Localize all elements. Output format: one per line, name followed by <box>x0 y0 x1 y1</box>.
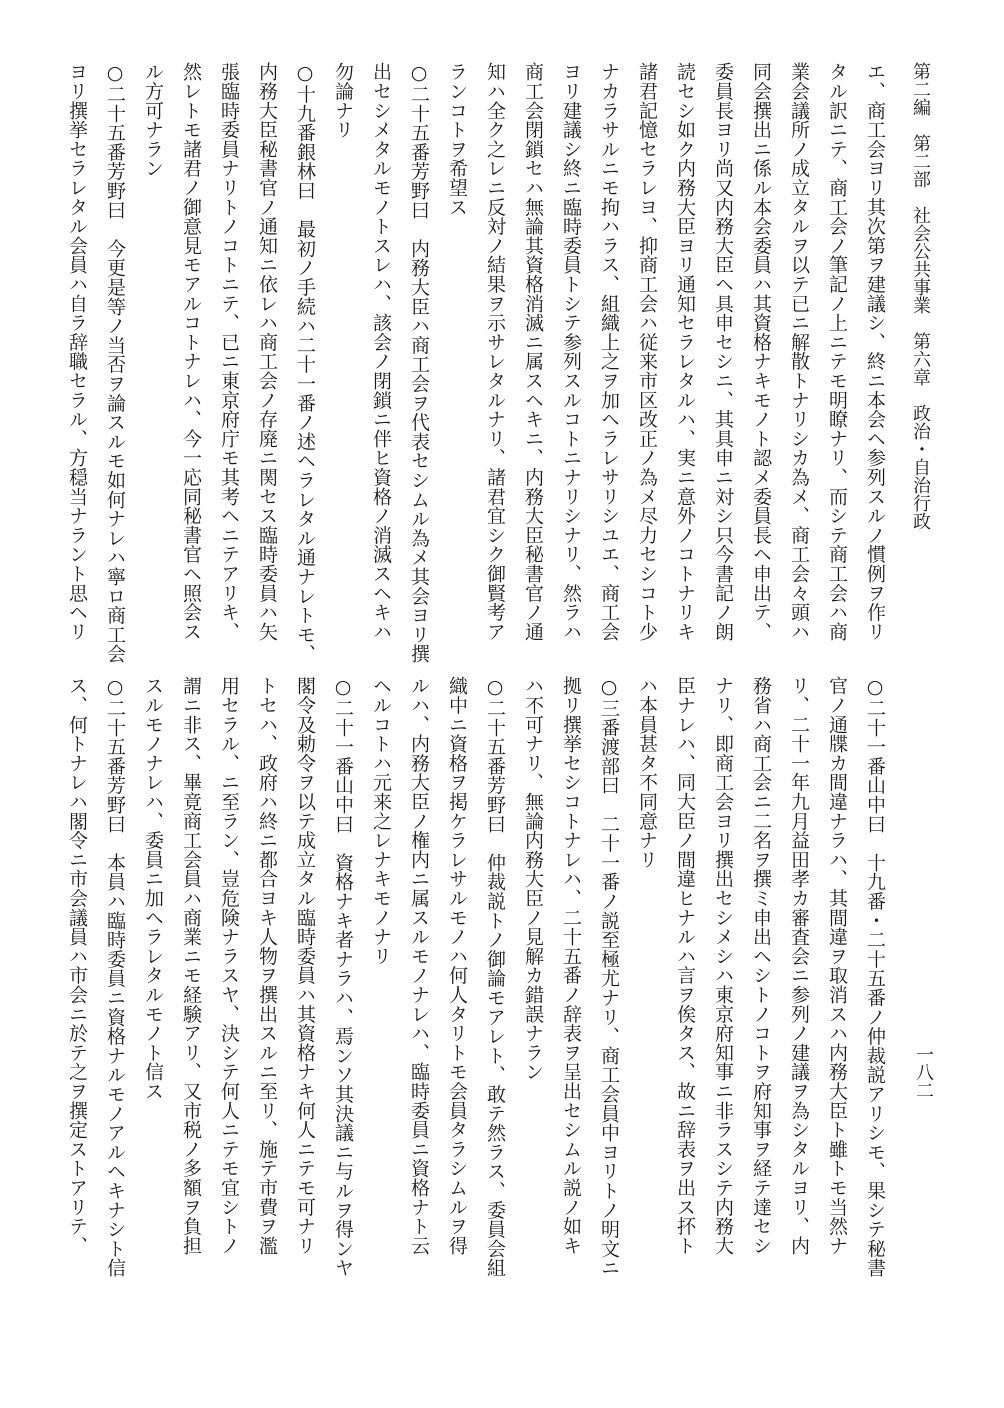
text-column: 同会撰出ニ係ル本会委員ハ其資格ナキモノト認メ委員長ヘ申出テ、 <box>750 62 772 641</box>
text-column: 張臨時委員ナリトノコトニテ、已ニ東京府庁モ其考ヘニテアリキ、 <box>218 62 240 641</box>
text-column: 商工会閉鎖セハ無論其資格消滅ニ属スヘキニ、内務大臣秘書官ノ通 <box>522 62 544 641</box>
text-column: ハ本員甚タ不同意ナリ <box>636 676 658 869</box>
text-column: 出セシメタルモノトスレハ、該会ノ閉鎖ニ伴ヒ資格ノ消滅スヘキハ <box>370 62 392 641</box>
text-column: 務省ハ商工会ニ二名ヲ撰ミ申出ヘシトノコトヲ府知事ヲ経テ達セシ <box>750 676 772 1255</box>
text-column: ○二十一番山中曰 十九番・二十五番ノ仲裁説アリシモ、果シテ秘書 <box>864 676 886 1278</box>
text-column: ○二十一番山中曰 資格ナキ者ナラハ、焉ンソ其決議ニ与ルヲ得ンヤ <box>332 676 354 1278</box>
running-header: 第二編 第二部 社会公共事業 第六章 政治・自治行政 <box>910 62 931 530</box>
text-column: 謂ニ非ス、畢竟商工会員ハ商業ニモ経験アリ、又市税ノ多額ヲ負担 <box>180 676 202 1255</box>
text-column: ヘルコトハ元来之レナキモノナリ <box>370 676 392 966</box>
text-column: 拠リ撰挙セシコトナレハ、二十五番ノ辞表ヲ呈出セシムル説ノ如キ <box>560 676 582 1255</box>
text-column: 官ノ通牒カ間違ナラハ、其間違ヲ取消スハ内務大臣ト雖トモ当然ナ <box>826 676 848 1255</box>
text-column: 閣令及勅令ヲ以テ成立タル臨時委員ハ其資格ナキ何人ニテモ可ナリ <box>294 676 316 1255</box>
page-number: 一八二 <box>913 1045 934 1099</box>
text-column: 内務大臣秘書官ノ通知ニ依レハ商工会ノ存廃ニ関セス臨時委員ハ矢 <box>256 62 278 641</box>
text-column: ○二十五番芳野曰 今更是等ノ当否ヲ論スルモ如何ナレハ寧ロ商工会 <box>104 62 126 664</box>
text-column: ○二十五番芳野曰 仲裁説トノ御論モアレト、敢テ然ラス、委員会組 <box>484 676 506 1278</box>
text-column: ナリ、即商工会ヨリ撰出セシメシハ東京府知事ニ非ラスシテ内務大 <box>712 676 734 1255</box>
text-column: ○二十五番芳野曰 本員ハ臨時委員ニ資格ナルモノアルヘキナシト信 <box>104 676 126 1278</box>
text-column: ランコトヲ希望ス <box>446 62 468 217</box>
text-column: 臣ナレハ、同大臣ノ間違ヒナルハ言ヲ俟タス、故ニ辞表ヲ出ス抔ト <box>674 676 696 1255</box>
text-column: 業会議所ノ成立タルヲ以テ已ニ解散トナリシカ為メ、商工会々頭ハ <box>788 62 810 641</box>
text-column: エ、商工会ヨリ其次第ヲ建議シ、終ニ本会ヘ参列スルノ慣例ヲ作リ <box>864 62 886 641</box>
text-column: ヨリ建議シ終ニ臨時委員トシテ参列スルコトニナリシナリ、然ラハ <box>560 62 582 641</box>
text-column: スルモノナレハ、委員ニ加ヘラレタルモノト信ス <box>142 676 164 1101</box>
text-column: ○十九番銀林曰 最初ノ手続ハ二十一番ノ述ヘラレタル通ナレトモ、 <box>294 62 316 664</box>
text-column: ○三番渡部曰 二十一番ノ説至極尤ナリ、商工会員中ヨリトノ明文ニ <box>598 676 620 1278</box>
text-column: 用セラル、ニ至ラン、豈危険ナラスヤ、決シテ何人ニテモ宜シトノ <box>218 676 240 1255</box>
text-column: トセハ、政府ハ終ニ都合ヨキ人物ヲ撰出スルニ至リ、施テ市費ヲ濫 <box>256 676 278 1255</box>
text-column: ヨリ撰挙セラレタル会員ハ自ラ辞職セラル、方穏当ナラント思ヘリ <box>66 62 88 641</box>
text-column: 然レトモ諸君ノ御意見モアルコトナレハ、今一応同秘書官ヘ照会ス <box>180 62 202 641</box>
text-column: 知ハ全ク之レニ反対ノ結果ヲ示サレタルナリ、諸君宜シク御賢考ア <box>484 62 506 641</box>
text-column: ハ不可ナリ、無論内務大臣ノ見解カ錯誤ナラン <box>522 676 544 1082</box>
text-column: ナカラサルニモ拘ハラス、組織上之ヲ加ヘラレサリシユエ、商工会 <box>598 62 620 641</box>
text-column: ル方可ナラン <box>142 62 164 178</box>
text-column: リ、二十一年九月益田孝カ審査会ニ参列ノ建議ヲ為シタルヨリ、内 <box>788 676 810 1255</box>
text-column: 諸君記憶セラレヨ、抑商工会ハ従来市区改正ノ為メ尽力セシコト少 <box>636 62 658 641</box>
text-column: 勿論ナリ <box>332 62 354 140</box>
text-column: 読セシ如ク内務大臣ヨリ通知セラレタルハ、実ニ意外ノコトナリキ <box>674 62 696 641</box>
text-column: ス、何トナレハ閣令ニ市会議員ハ市会ニ於テ之ヲ撰定ストアリテ、 <box>66 676 88 1255</box>
text-column: 委員長ヨリ尚又内務大臣ヘ具申セシニ、其具申ニ対シ只今書記ノ朗 <box>712 62 734 641</box>
text-column: タル訳ニテ、商工会ノ筆記ノ上ニテモ明瞭ナリ、而シテ商工会ハ商 <box>826 62 848 641</box>
text-column: ルハ、内務大臣ノ権内ニ属スルモノナレハ、臨時委員ニ資格ナト云 <box>408 676 430 1255</box>
text-column: ○二十五番芳野曰 内務大臣ハ商工会ヲ代表セシムル為メ其会ヨリ撰 <box>408 62 430 664</box>
text-column: 織中ニ資格ヲ掲ケラレサルモノハ何人タリトモ会員タラシムルヲ得 <box>446 676 468 1255</box>
